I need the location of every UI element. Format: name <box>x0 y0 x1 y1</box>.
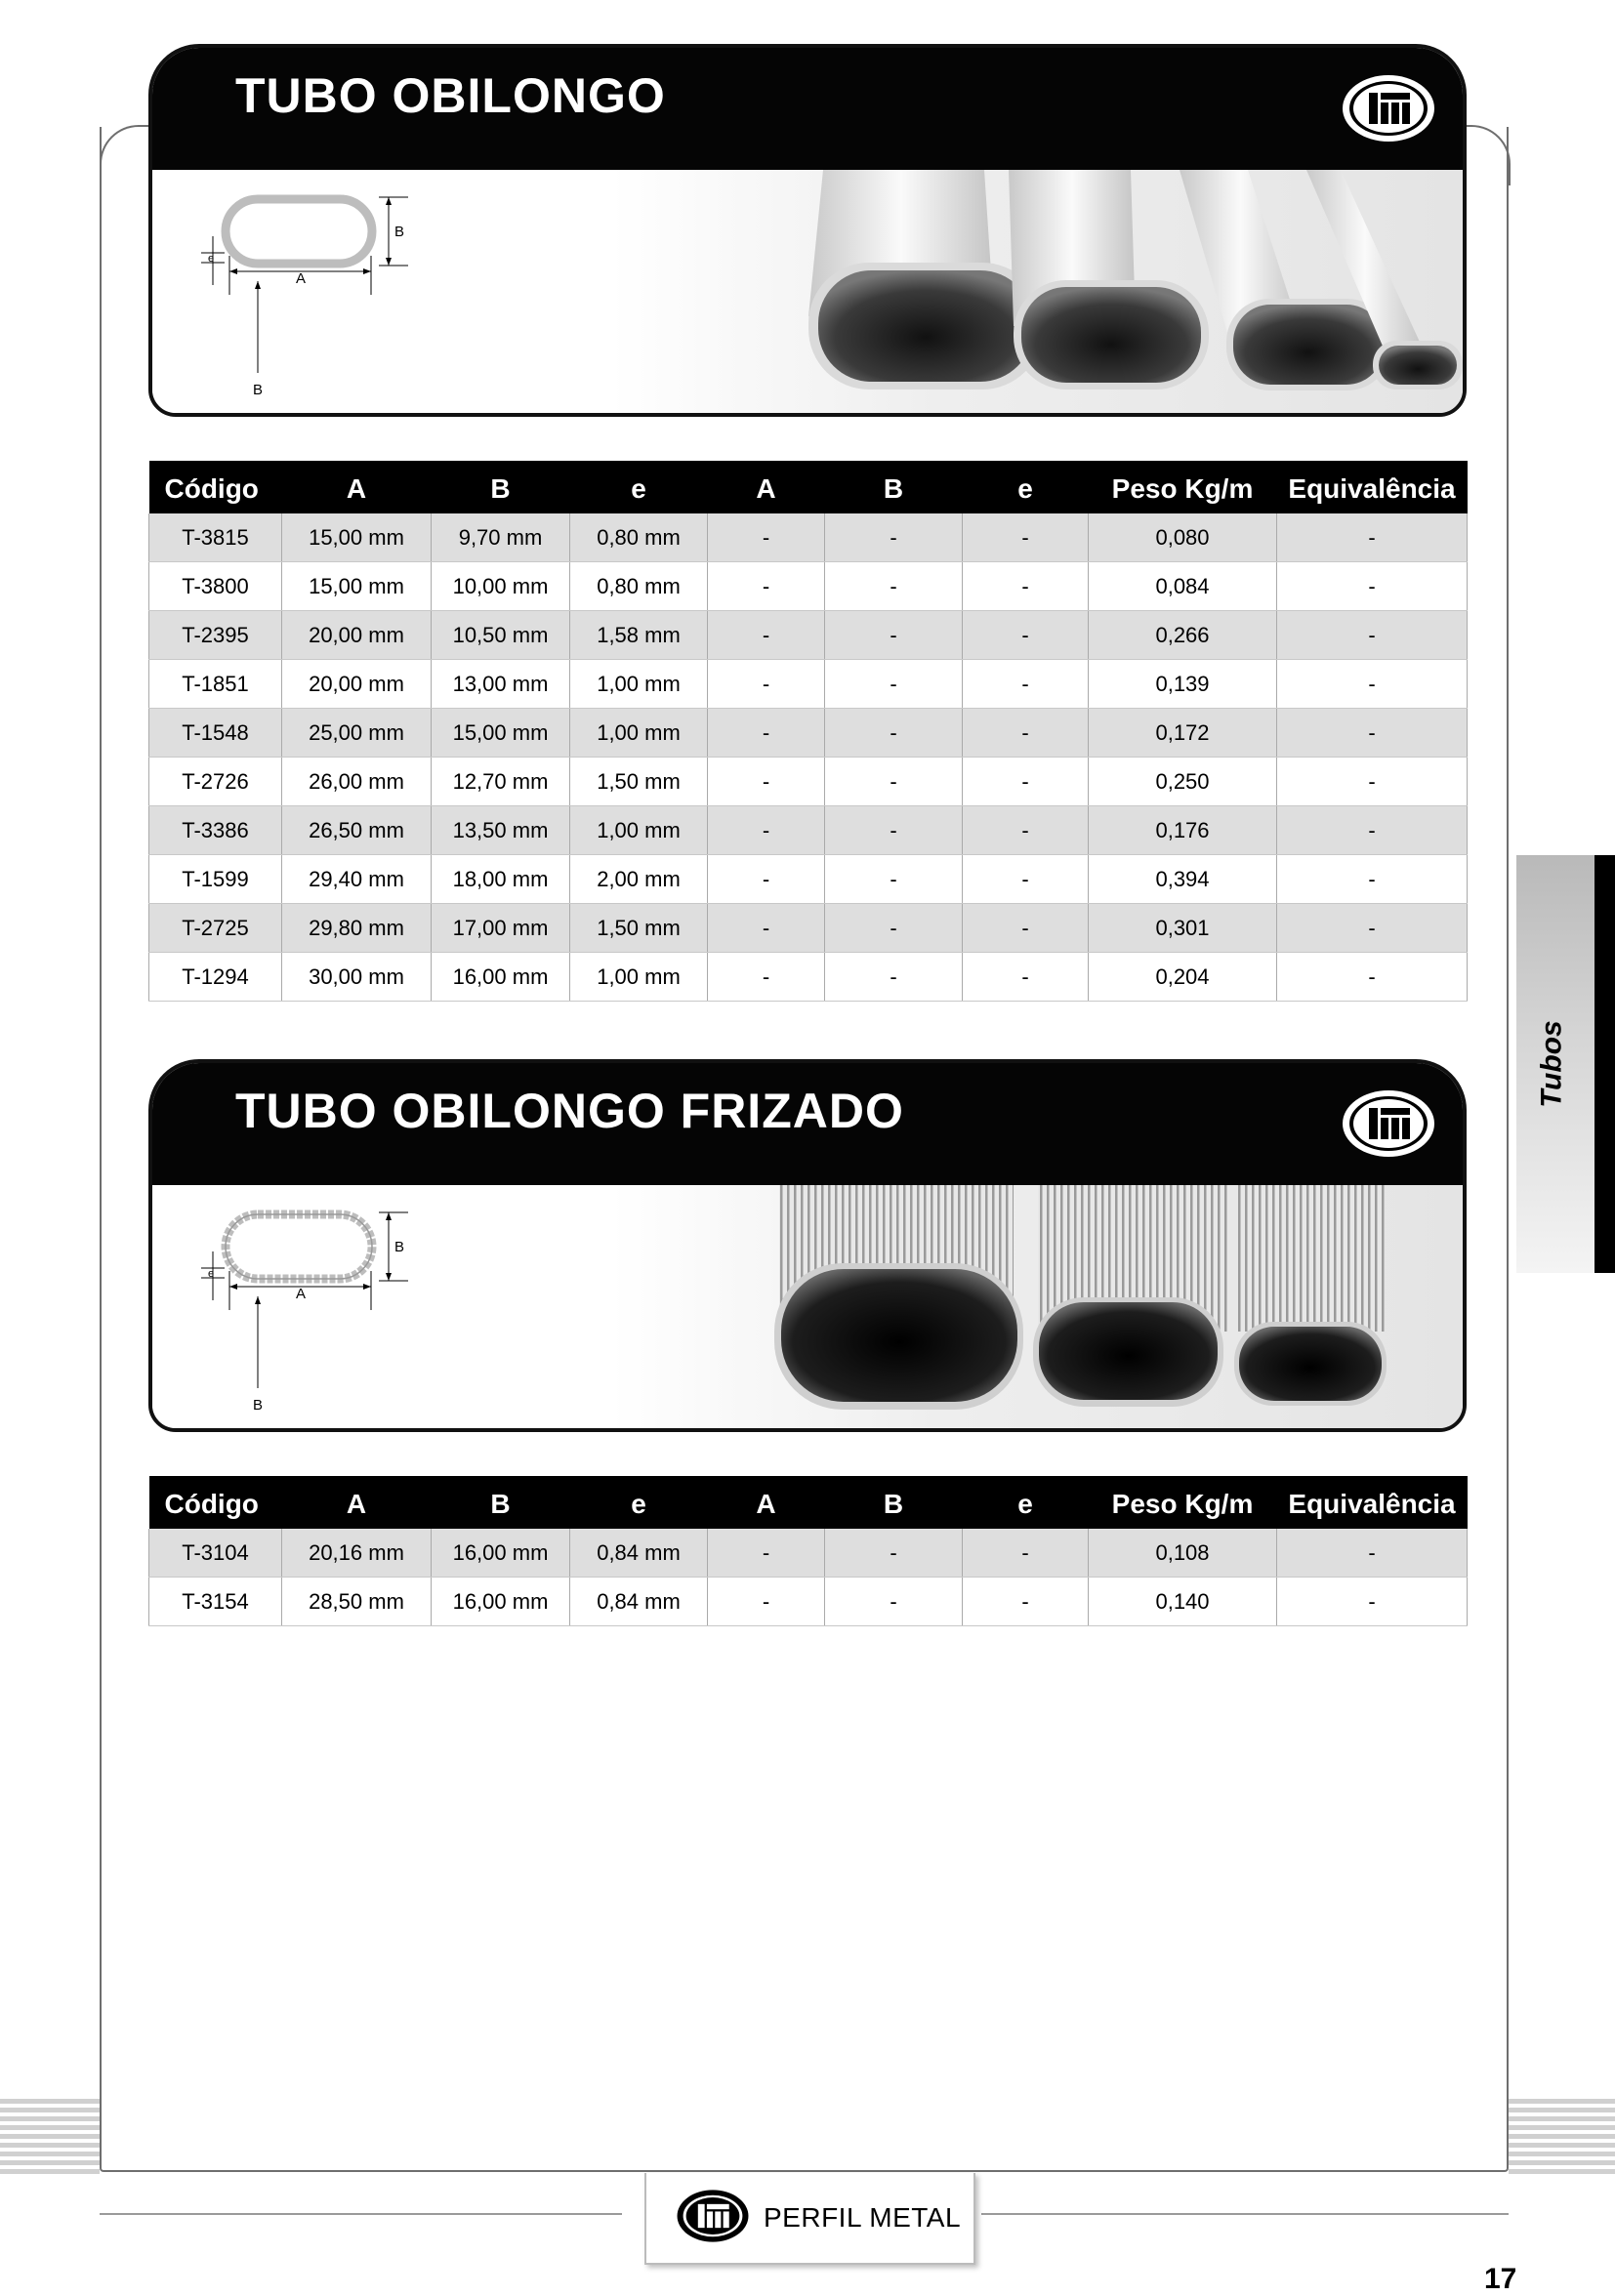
cell-peso: 0,080 <box>1089 513 1277 562</box>
cell-codigo: T-2395 <box>149 611 282 660</box>
table-body <box>149 513 1468 1002</box>
cell-b: 13,50 mm <box>432 806 570 855</box>
decorative-stripes-left <box>0 2099 100 2177</box>
cell-peso: 0,394 <box>1089 855 1277 904</box>
cell-e: 1,00 mm <box>570 806 708 855</box>
cell-peso: 0,266 <box>1089 611 1277 660</box>
cell-peso: 0,140 <box>1089 1578 1277 1626</box>
table-row <box>149 660 1468 709</box>
dimension-b-bottom-label: B <box>253 1397 264 1414</box>
cell-peso: 0,204 <box>1089 953 1277 1002</box>
cell-a: 29,80 mm <box>282 904 432 953</box>
cell-e2: - <box>963 806 1089 855</box>
col-header-a: A <box>282 1476 432 1529</box>
section-tubo-obilongo-frizado <box>148 1059 1467 1432</box>
decorative-stripes-right <box>1509 2099 1615 2177</box>
cell-codigo: T-1548 <box>149 709 282 758</box>
cell-e: 1,00 mm <box>570 709 708 758</box>
cell-a: 29,40 mm <box>282 855 432 904</box>
table-row <box>149 758 1468 806</box>
cell-b2: - <box>825 806 963 855</box>
cell-equivalencia: - <box>1277 855 1468 904</box>
table-row <box>149 562 1468 611</box>
col-header-e: e <box>570 1476 708 1529</box>
col-header-e2: e <box>963 461 1089 513</box>
table-row <box>149 855 1468 904</box>
cell-equivalencia: - <box>1277 953 1468 1002</box>
side-tab-label: Tubos <box>1536 1020 1569 1108</box>
cell-b: 9,70 mm <box>432 513 570 562</box>
cell-e2: - <box>963 855 1089 904</box>
col-header-b2: B <box>825 461 963 513</box>
table-row <box>149 1529 1468 1578</box>
cell-e: 1,50 mm <box>570 904 708 953</box>
col-header-codigo: Código <box>149 1476 282 1529</box>
ribbed-oblong-tube-cross-section-diagram <box>201 1203 455 1427</box>
cell-b2: - <box>825 904 963 953</box>
cell-e2: - <box>963 562 1089 611</box>
cell-a: 20,16 mm <box>282 1529 432 1578</box>
cell-equivalencia: - <box>1277 562 1468 611</box>
tubo-obilongo-table <box>148 461 1468 1002</box>
cell-a: 15,00 mm <box>282 562 432 611</box>
cell-equivalencia: - <box>1277 1529 1468 1578</box>
cell-b2: - <box>825 953 963 1002</box>
oblong-tubes-photo <box>584 170 1463 414</box>
cell-equivalencia: - <box>1277 709 1468 758</box>
side-tab-tubos[interactable] <box>1516 855 1615 1273</box>
cell-a: 30,00 mm <box>282 953 432 1002</box>
cell-a2: - <box>708 758 825 806</box>
cell-codigo: T-1294 <box>149 953 282 1002</box>
cell-equivalencia: - <box>1277 513 1468 562</box>
cell-a2: - <box>708 660 825 709</box>
footer-rule-right <box>981 2213 1509 2215</box>
table-row <box>149 953 1468 1002</box>
dimension-e-label: e <box>208 1268 215 1280</box>
col-header-peso: Peso Kg/m <box>1089 461 1277 513</box>
cell-e: 0,80 mm <box>570 513 708 562</box>
table-row <box>149 611 1468 660</box>
col-header-b: B <box>432 461 570 513</box>
cell-e: 1,00 mm <box>570 660 708 709</box>
col-header-a2: A <box>708 461 825 513</box>
cell-e: 1,58 mm <box>570 611 708 660</box>
perfil-metal-logo-icon <box>676 2187 750 2245</box>
cell-equivalencia: - <box>1277 904 1468 953</box>
cell-e2: - <box>963 1529 1089 1578</box>
cell-b2: - <box>825 709 963 758</box>
cell-b2: - <box>825 1529 963 1578</box>
table-row <box>149 513 1468 562</box>
footer-rule-left <box>100 2213 622 2215</box>
cell-a2: - <box>708 953 825 1002</box>
cell-peso: 0,139 <box>1089 660 1277 709</box>
cell-equivalencia: - <box>1277 660 1468 709</box>
cell-b: 10,50 mm <box>432 611 570 660</box>
cell-a: 28,50 mm <box>282 1578 432 1626</box>
section-illustration <box>152 170 1463 414</box>
cell-b2: - <box>825 611 963 660</box>
cell-equivalencia: - <box>1277 806 1468 855</box>
col-header-equivalencia: Equivalência <box>1277 461 1468 513</box>
cell-b: 17,00 mm <box>432 904 570 953</box>
col-header-a: A <box>282 461 432 513</box>
cell-b: 16,00 mm <box>432 1578 570 1626</box>
cell-a2: - <box>708 806 825 855</box>
cell-a2: - <box>708 904 825 953</box>
table-row <box>149 806 1468 855</box>
perfil-metal-logo-icon <box>1340 1086 1437 1161</box>
tubo-obilongo-frizado-table <box>148 1476 1468 1626</box>
cell-b: 12,70 mm <box>432 758 570 806</box>
dimension-a-label: A <box>296 270 307 287</box>
cell-a2: - <box>708 709 825 758</box>
dimension-b-label: B <box>394 224 405 240</box>
cell-equivalencia: - <box>1277 611 1468 660</box>
cell-b: 16,00 mm <box>432 1529 570 1578</box>
perfil-metal-logo-icon <box>1340 71 1437 145</box>
cell-e: 1,00 mm <box>570 953 708 1002</box>
page-number: 17 <box>1484 2263 1517 2295</box>
cell-codigo: T-2725 <box>149 904 282 953</box>
side-tab-label-wrap <box>1528 855 1577 1273</box>
cell-b2: - <box>825 513 963 562</box>
table-body <box>149 1529 1468 1626</box>
table-header-row <box>149 461 1468 513</box>
cell-codigo: T-1599 <box>149 855 282 904</box>
cell-peso: 0,250 <box>1089 758 1277 806</box>
dimension-e-label: e <box>208 253 215 265</box>
cell-peso: 0,084 <box>1089 562 1277 611</box>
section-header <box>152 48 1463 170</box>
oblong-tube-cross-section-diagram <box>201 187 455 412</box>
cell-codigo: T-3104 <box>149 1529 282 1578</box>
cell-codigo: T-3800 <box>149 562 282 611</box>
cell-a: 25,00 mm <box>282 709 432 758</box>
side-tab-bar <box>1594 855 1615 1273</box>
cell-e2: - <box>963 904 1089 953</box>
cell-codigo: T-1851 <box>149 660 282 709</box>
cell-b2: - <box>825 660 963 709</box>
cell-e2: - <box>963 513 1089 562</box>
cell-codigo: T-3815 <box>149 513 282 562</box>
cell-e2: - <box>963 1578 1089 1626</box>
cell-e2: - <box>963 953 1089 1002</box>
col-header-equivalencia: Equivalência <box>1277 1476 1468 1529</box>
footer-brand-name: PERFIL METAL <box>764 2202 962 2233</box>
cell-a2: - <box>708 611 825 660</box>
dimension-a-label: A <box>296 1286 307 1302</box>
cell-peso: 0,172 <box>1089 709 1277 758</box>
col-header-b2: B <box>825 1476 963 1529</box>
ribbed-oblong-tubes-photo <box>760 1185 1463 1429</box>
footer-brand-box <box>644 2173 975 2265</box>
cell-e2: - <box>963 758 1089 806</box>
cell-peso: 0,301 <box>1089 904 1277 953</box>
cell-a: 26,50 mm <box>282 806 432 855</box>
cell-a2: - <box>708 513 825 562</box>
cell-codigo: T-2726 <box>149 758 282 806</box>
cell-b: 10,00 mm <box>432 562 570 611</box>
col-header-peso: Peso Kg/m <box>1089 1476 1277 1529</box>
col-header-e: e <box>570 461 708 513</box>
col-header-e2: e <box>963 1476 1089 1529</box>
dimension-b-label: B <box>394 1239 405 1255</box>
cell-a2: - <box>708 562 825 611</box>
cell-e2: - <box>963 709 1089 758</box>
dimension-b-bottom-label: B <box>253 382 264 398</box>
cell-a: 20,00 mm <box>282 611 432 660</box>
cell-a: 15,00 mm <box>282 513 432 562</box>
cell-b: 13,00 mm <box>432 660 570 709</box>
section-header <box>152 1063 1463 1185</box>
col-header-a2: A <box>708 1476 825 1529</box>
table-header-row <box>149 1476 1468 1529</box>
cell-equivalencia: - <box>1277 1578 1468 1626</box>
cell-peso: 0,176 <box>1089 806 1277 855</box>
cell-e: 0,84 mm <box>570 1578 708 1626</box>
cell-codigo: T-3154 <box>149 1578 282 1626</box>
table-row <box>149 709 1468 758</box>
section-title: TUBO OBILONGO <box>235 68 666 123</box>
table-row <box>149 1578 1468 1626</box>
cell-e: 0,80 mm <box>570 562 708 611</box>
cell-a: 26,00 mm <box>282 758 432 806</box>
cell-e: 0,84 mm <box>570 1529 708 1578</box>
cell-peso: 0,108 <box>1089 1529 1277 1578</box>
col-header-codigo: Código <box>149 461 282 513</box>
section-illustration <box>152 1185 1463 1429</box>
cell-e2: - <box>963 611 1089 660</box>
col-header-b: B <box>432 1476 570 1529</box>
cell-a: 20,00 mm <box>282 660 432 709</box>
cell-a2: - <box>708 1529 825 1578</box>
cell-b2: - <box>825 855 963 904</box>
cell-b2: - <box>825 758 963 806</box>
cell-e: 1,50 mm <box>570 758 708 806</box>
cell-b2: - <box>825 562 963 611</box>
cell-b: 15,00 mm <box>432 709 570 758</box>
cell-e2: - <box>963 660 1089 709</box>
cell-codigo: T-3386 <box>149 806 282 855</box>
table-row <box>149 904 1468 953</box>
cell-equivalencia: - <box>1277 758 1468 806</box>
cell-a2: - <box>708 855 825 904</box>
cell-b: 16,00 mm <box>432 953 570 1002</box>
cell-e: 2,00 mm <box>570 855 708 904</box>
cell-a2: - <box>708 1578 825 1626</box>
cell-b: 18,00 mm <box>432 855 570 904</box>
section-title: TUBO OBILONGO FRIZADO <box>235 1084 904 1138</box>
cell-b2: - <box>825 1578 963 1626</box>
section-tubo-obilongo <box>148 44 1467 417</box>
